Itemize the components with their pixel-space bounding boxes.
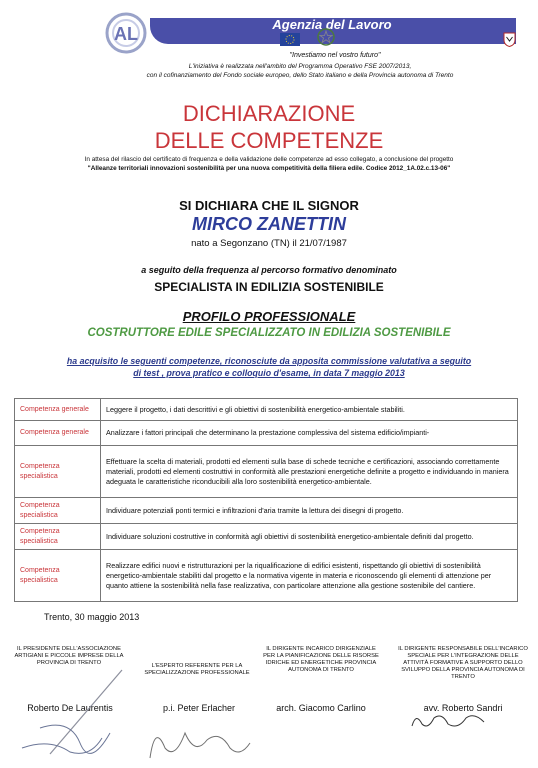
person-name: MIRCO ZANETTIN	[192, 214, 346, 234]
signature-2	[145, 718, 255, 763]
competence-text: Individuare soluzioni costruttive in conformità agli obiettivi di sostenibilità energetico-ambientale definiti dal progetto.	[101, 524, 518, 550]
signatory-name-1: Roberto De Laurentis	[27, 703, 113, 713]
title-line-1: DICHIARAZIONE	[182, 101, 356, 126]
slogan: "Investiamo nel vostro futuro"	[289, 52, 381, 59]
profile-label: PROFILO PROFESSIONALE	[182, 309, 356, 324]
competence-text: Leggere il progetto, i dati descrittivi e gli obiettivi di sostenibilità energetico-ambientale stabiliti.	[101, 399, 518, 421]
competence-category: Competenza generale	[15, 399, 101, 421]
course-name: SPECIALISTA IN EDILIZIA SOSTENIBILE	[154, 280, 384, 294]
italian-republic-emblem-icon	[317, 28, 335, 46]
profile-title: COSTRUTTORE EDILE SPECIALIZZATO IN EDILIZIA SOSTENIBILE	[87, 327, 451, 339]
signatory-name-4: avv. Roberto Sandri	[423, 703, 503, 713]
signature-4	[408, 708, 488, 733]
signatory-role-3: IL DIRIGENTE INCARICO DIRIGENZIALE PER LA PIANIFICAZIONE DELLE RISORSE IDRICHE ED ENERGETICHE PROVINCIA AUTONOMA DI TRENTO	[263, 646, 379, 673]
svg-text:AL: AL	[114, 24, 138, 44]
funding-statement	[100, 62, 500, 80]
title-line-2: DELLE COMPETENZE	[154, 128, 384, 153]
course-intro: a seguito della frequenza al percorso formativo denominato	[141, 265, 397, 275]
signatory-role-1: IL PRESIDENTE DELL'ASSOCIAZIONE ARTIGIANI E PICCOLE IMPRESE DELLA PROVINCIA DI TRENTO	[14, 646, 124, 666]
competence-category: Competenza specialistica	[15, 524, 101, 550]
agency-logo	[104, 12, 148, 54]
place-date: Trento, 30 maggio 2013	[44, 612, 140, 622]
competence-category: Competenza generale	[15, 421, 101, 446]
funding-line-1: L'iniziativa è realizzata nell'ambito del Programma Operativo FSE 2007/2013,	[188, 63, 412, 70]
document-title	[0, 100, 538, 154]
signatory-name-2: p.i. Peter Erlacher	[162, 703, 236, 713]
signatory-role-4: IL DIRIGENTE RESPONSABILE DELL'INCARICO SPECIALE PER L'INTEGRAZIONE DELLE ATTIVITÀ FORMATIVE A SUPPORTO DELLO SVILUPPO DELLA PROVINCIA AUTONOMA DI TRENTO	[398, 646, 528, 680]
acquired-line-2: di test , prova pratico e colloquio d'esame, in data 7 maggio 2013	[133, 368, 405, 378]
signatory-name-3: arch. Giacomo Carlino	[276, 703, 366, 713]
intro-line-1: In attesa del rilascio del certificato di frequenza e della validazione delle competenze ad esso collegato, a conclusione del progetto	[84, 156, 454, 163]
birth-info: nato a Segonzano (TN) il 21/07/1987	[191, 238, 347, 249]
trento-province-emblem-icon	[503, 31, 516, 47]
competence-category: Competenza specialistica	[15, 498, 101, 524]
competence-text: Realizzare edifici nuovi e ristrutturazioni per la riqualificazione di edifici esistenti, rispettando gli obiettivi di sostenibilità energetico-ambientale stabiliti dal progetto e la normativa vigente in materia e riconoscendo gli elementi di attenzione per quanto attiene la sostenibilità nella fase realizzativa, con particolare attenzione alla gestione sostenibile del cantiere.	[101, 550, 518, 602]
table-row	[15, 421, 518, 446]
intro-line-2: "Alleanze territoriali innovazioni sostenibilità per una nuova competitività della filiera edile. Codice 2012_1A.02.c.13-06"	[87, 164, 451, 172]
competence-category: Competenza specialistica	[15, 550, 101, 602]
signatory-role-2: L'ESPERTO REFERENTE PER LA SPECIALIZZAZIONE PROFESSIONALE	[144, 663, 250, 676]
table-row	[15, 550, 518, 602]
acquired-line-1: ha acquisito le seguenti competenze, riconosciute da apposita commissione valutativa a seguito	[66, 356, 472, 366]
acquired-statement	[30, 355, 508, 379]
funding-line-2: con il cofinanziamento del Fondo sociale europeo, dello Stato italiano e della Provincia autonoma di Trento	[146, 72, 454, 79]
table-row	[15, 446, 518, 498]
intro-text	[40, 156, 498, 173]
signature-1	[10, 668, 140, 763]
competence-text: Individuare potenziali ponti termici e infiltrazioni d'aria tramite la lettura dei disegni di progetto.	[101, 498, 518, 524]
table-row	[15, 524, 518, 550]
competence-text: Analizzare i fattori principali che determinano la prestazione complessiva del sistema edificio/impianti-	[101, 421, 518, 446]
eu-flag-icon	[280, 33, 300, 46]
competences-table	[14, 398, 518, 602]
table-row	[15, 399, 518, 421]
competence-text: Effettuare la scelta di materiali, prodotti ed elementi sulla base di schede tecniche e certificazioni, associando correttamente materiali, prodotti ed elementi costruttivi in conformità alle prestazioni energetiche definite a progetto e individuando in maniera adeguata le caratteristiche riconducibili alla loro sostenibilità energetico-ambientale.	[101, 446, 518, 498]
declaration: SI DICHIARA CHE IL SIGNOR	[179, 198, 359, 213]
table-row	[15, 498, 518, 524]
competence-category: Competenza specialistica	[15, 446, 101, 498]
agency-name: Agenzia del Lavoro	[272, 17, 392, 32]
